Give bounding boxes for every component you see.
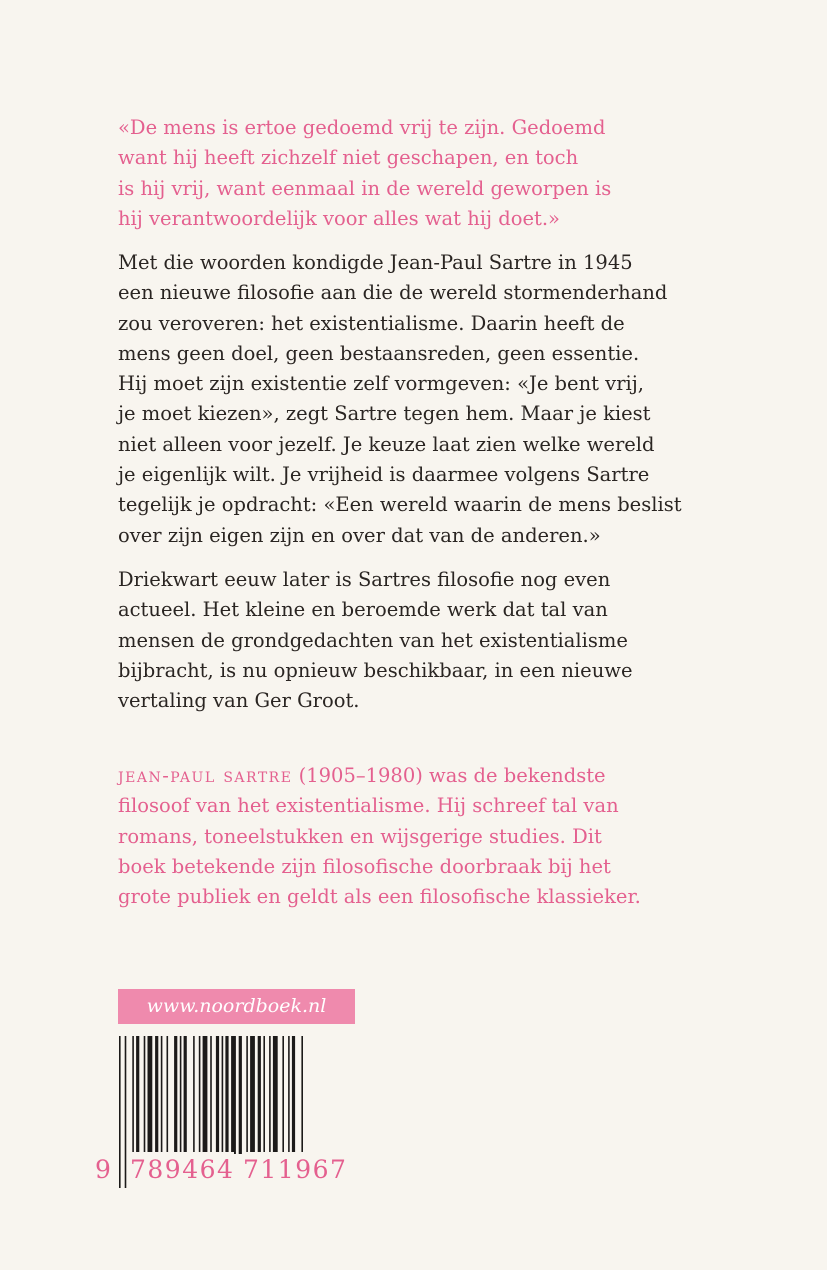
barcode-bar [161,1036,163,1154]
barcode-bar [222,1036,224,1154]
paragraph-line: over zijn eigen zijn en over dat van de anderen.» [118,523,601,547]
barcode-bar [273,1036,278,1154]
barcode-bar [203,1036,208,1154]
paragraph-line: mensen de grondgedachten van het existentialisme [118,628,628,652]
bio-line: boek betekende zijn filosofische doorbraak bij het [118,854,611,878]
isbn-right-digits: 711967 [243,1152,347,1188]
quote-line: «De mens is ertoe gedoemd vrij te zijn. Gedoemd [118,116,606,139]
barcode-bar [269,1036,271,1154]
barcode-bar [155,1036,158,1154]
paragraph-line: mens geen doel, geen bestaansreden, geen essentie. [118,341,640,365]
isbn-left-digits: 789464 [130,1152,234,1188]
barcode-bar [225,1036,228,1154]
bio-line: grote publiek en geldt als een filosofische klassieker. [118,885,641,909]
barcode-bar [292,1036,295,1154]
paragraph-line: tegelijk je opdracht: «Een wereld waarin de mens beslist [118,493,682,517]
quote-line: want hij heeft zichzelf niet geschapen, en toch [118,146,579,170]
barcode-bar [174,1036,177,1154]
paragraph-line: Driekwart eeuw later is Sartres filosofie nog even [118,568,611,591]
barcode-bar [148,1036,153,1154]
author-name: jean-paul sartre [118,764,293,787]
barcode-bar [184,1036,187,1154]
opening-quote [118,113,678,234]
barcode-bar [144,1036,146,1154]
quote-line: is hij vrij, want eenmaal in de wereld geworpen is [118,176,612,200]
bio-line: filosoof van het existentialisme. Hij schreef tal van [118,794,619,818]
isbn-first-digit: 9 [95,1152,111,1188]
barcode-bar [288,1036,290,1154]
barcode-bar [246,1036,248,1154]
paragraph-line: niet alleen voor jezelf. Je keuze laat zien welke wereld [118,432,655,456]
barcode-bar [231,1036,236,1154]
bio-line: romans, toneelstukken en wijsgerige studies. Dit [118,824,602,848]
barcode-bar [180,1036,182,1154]
barcode-bar [199,1036,201,1154]
paragraph-line: actueel. Het kleine en beroemde werk dat tal van [118,598,608,622]
barcode-bar [258,1036,261,1154]
bio-first-line-rest: (1905–1980) was de bekendste [292,764,606,787]
barcode-bar [239,1036,242,1154]
description-paragraph-2 [118,565,678,716]
barcode-bar [250,1036,255,1154]
barcode-bar [263,1036,265,1154]
paragraph-line: een nieuwe filosofie aan die de wereld stormenderhand [118,281,668,305]
paragraph-line: Hij moet zijn existentie zelf vormgeven: «Je bent vrij, [118,372,644,396]
quote-line: hij verantwoordelijk voor alles wat hij doet.» [118,206,560,230]
bio-first-line [118,761,678,791]
author-bio [118,761,678,912]
paragraph-line: zou veroveren: het existentialisme. Daarin heeft de [118,311,625,335]
paragraph-line: Met die woorden kondigde Jean-Paul Sartre in 1945 [118,251,633,274]
barcode-bar [167,1036,169,1154]
description-paragraph-1 [118,248,682,551]
paragraph-line: vertaling van Ger Groot. [118,689,360,713]
barcode-bar [132,1036,134,1154]
publisher-website-banner: www.noordboek.nl [118,989,355,1024]
isbn-digits [95,1150,357,1190]
barcode-bar [193,1036,195,1154]
barcode-bar [282,1036,284,1154]
paragraph-line: je eigenlijk wilt. Je vrijheid is daarmee volgens Sartre [118,463,650,487]
paragraph-line: bijbracht, is nu opnieuw beschikbaar, in een nieuwe [118,658,633,682]
barcode-bar [136,1036,139,1154]
paragraph-line: je moet kiezen», zegt Sartre tegen hem. Maar je kiest [118,402,651,426]
